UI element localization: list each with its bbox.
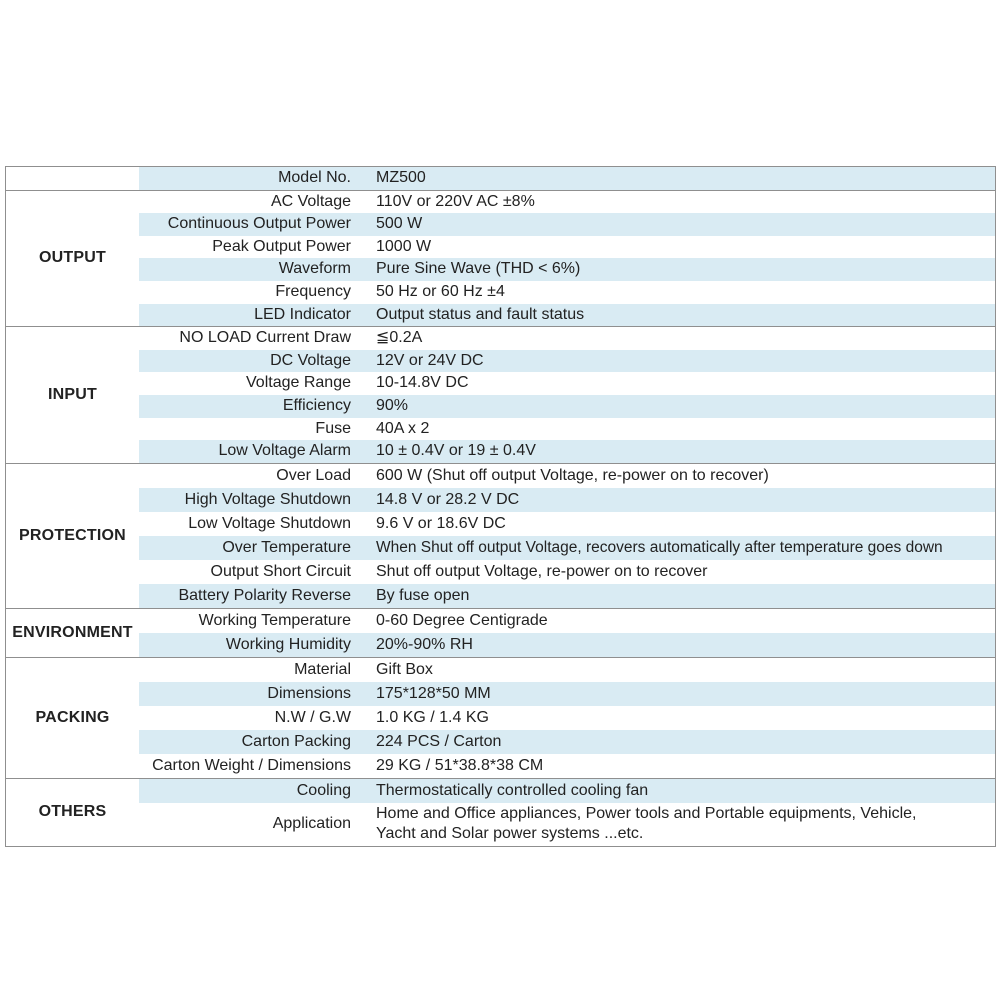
spec-value [365, 803, 995, 846]
group-title: ENVIRONMENT [12, 623, 133, 641]
spec-row [139, 512, 995, 536]
spec-value: 20%-90% RH [365, 633, 995, 657]
spec-value: 10 ± 0.4V or 19 ± 0.4V [365, 440, 995, 463]
spec-row [139, 730, 995, 754]
spec-row [139, 803, 995, 846]
spec-value: Pure Sine Wave (THD < 6%) [365, 258, 995, 281]
spec-value: By fuse open [365, 584, 995, 608]
spec-label: Cooling [139, 779, 365, 803]
spec-label: Carton Weight / Dimensions [152, 756, 351, 774]
spec-value: When Shut off output Voltage, recovers automatically after temperature goes down [365, 536, 995, 560]
spec-row [139, 706, 995, 730]
spec-label: Continuous Output Power [139, 213, 365, 236]
spec-row [139, 536, 995, 560]
spec-row [139, 350, 995, 373]
spec-row [139, 633, 995, 657]
spec-value-line-1: Home and Office appliances, Power tools and Portable equipments, Vehicle, [376, 805, 917, 823]
spec-row [139, 464, 995, 488]
spec-row [139, 440, 995, 463]
spec-label: Application [272, 814, 351, 832]
spec-value: Thermostatically controlled cooling fan [365, 779, 995, 803]
spec-label: N.W / G.W [274, 708, 351, 726]
spec-value-line-2: Yacht and Solar power systems ...etc. [376, 825, 644, 843]
spec-row [139, 258, 995, 281]
spec-label: High Voltage Shutdown [139, 488, 365, 512]
group-title: INPUT [48, 385, 97, 403]
group-protection [6, 463, 995, 608]
spec-label: Working Temperature [198, 611, 351, 629]
spec-label: Model No. [139, 167, 365, 190]
spec-label: Battery Polarity Reverse [139, 584, 365, 608]
spec-label: Working Humidity [139, 633, 365, 657]
spec-row [139, 754, 995, 778]
spec-value: 50 Hz or 60 Hz ±4 [376, 282, 505, 300]
group-others [6, 778, 995, 846]
spec-row [139, 560, 995, 584]
spec-row [139, 658, 995, 682]
spec-label: Dimensions [139, 682, 365, 706]
spec-label: DC Voltage [139, 350, 365, 373]
model-row [6, 167, 995, 190]
spec-row [139, 327, 995, 350]
spec-label: Low Voltage Alarm [139, 440, 365, 463]
spec-label: AC Voltage [270, 192, 351, 210]
spec-value: ≦0.2A [376, 329, 423, 347]
spec-value: 29 KG / 51*38.8*38 CM [376, 756, 544, 774]
spec-row [139, 191, 995, 214]
spec-value: 9.6 V or 18.6V DC [376, 514, 506, 532]
spec-row [139, 584, 995, 608]
spec-label: Over Temperature [139, 536, 365, 560]
spec-label: Carton Packing [139, 730, 365, 754]
spec-label: LED Indicator [139, 304, 365, 327]
model-category-cell [6, 167, 139, 190]
spec-value: 40A x 2 [376, 419, 430, 437]
spec-value: 0-60 Degree Centigrade [376, 611, 548, 629]
spec-label: Low Voltage Shutdown [188, 514, 351, 532]
group-title: OTHERS [38, 803, 107, 821]
spec-value: 90% [365, 395, 995, 418]
spec-label: Efficiency [139, 395, 365, 418]
spec-value: 600 W (Shut off output Voltage, re-power on to recover) [376, 466, 769, 484]
spec-row [139, 372, 995, 395]
spec-row [139, 395, 995, 418]
spec-value: 14.8 V or 28.2 V DC [365, 488, 995, 512]
spec-row [139, 304, 995, 327]
spec-label: Output Short Circuit [210, 562, 351, 580]
spec-row [139, 609, 995, 633]
spec-label: Material [294, 660, 351, 678]
group-title: OUTPUT [39, 249, 106, 267]
spec-row [139, 418, 995, 441]
group-output [6, 190, 995, 327]
group-packing [6, 657, 995, 778]
spec-value: 1.0 KG / 1.4 KG [376, 708, 489, 726]
spec-row [139, 281, 995, 304]
spec-row [139, 236, 995, 259]
spec-label: Frequency [275, 282, 351, 300]
spec-value: 500 W [365, 213, 995, 236]
spec-value: 1000 W [376, 237, 432, 255]
spec-value: 10-14.8V DC [376, 374, 469, 392]
spec-label: Voltage Range [246, 374, 351, 392]
spec-value: 110V or 220V AC ±8% [376, 192, 535, 210]
spec-label: Fuse [315, 419, 351, 437]
spec-value: Gift Box [376, 660, 433, 678]
group-title: PACKING [35, 708, 110, 726]
spec-table [5, 166, 996, 847]
spec-value: 12V or 24V DC [365, 350, 995, 373]
spec-value: 175*128*50 MM [365, 682, 995, 706]
group-title: PROTECTION [19, 526, 126, 544]
spec-label: Waveform [139, 258, 365, 281]
spec-value: Output status and fault status [365, 304, 995, 327]
spec-value: Shut off output Voltage, re-power on to recover [376, 562, 708, 580]
spec-row [139, 779, 995, 803]
spec-value: MZ500 [365, 167, 995, 190]
spec-row [139, 213, 995, 236]
spec-label: Peak Output Power [212, 237, 351, 255]
group-environment [6, 608, 995, 657]
spec-row [139, 488, 995, 512]
spec-row [139, 682, 995, 706]
spec-label: Over Load [276, 466, 351, 484]
spec-value: 224 PCS / Carton [365, 730, 995, 754]
spec-label: NO LOAD Current Draw [179, 329, 351, 347]
group-input [6, 326, 995, 463]
